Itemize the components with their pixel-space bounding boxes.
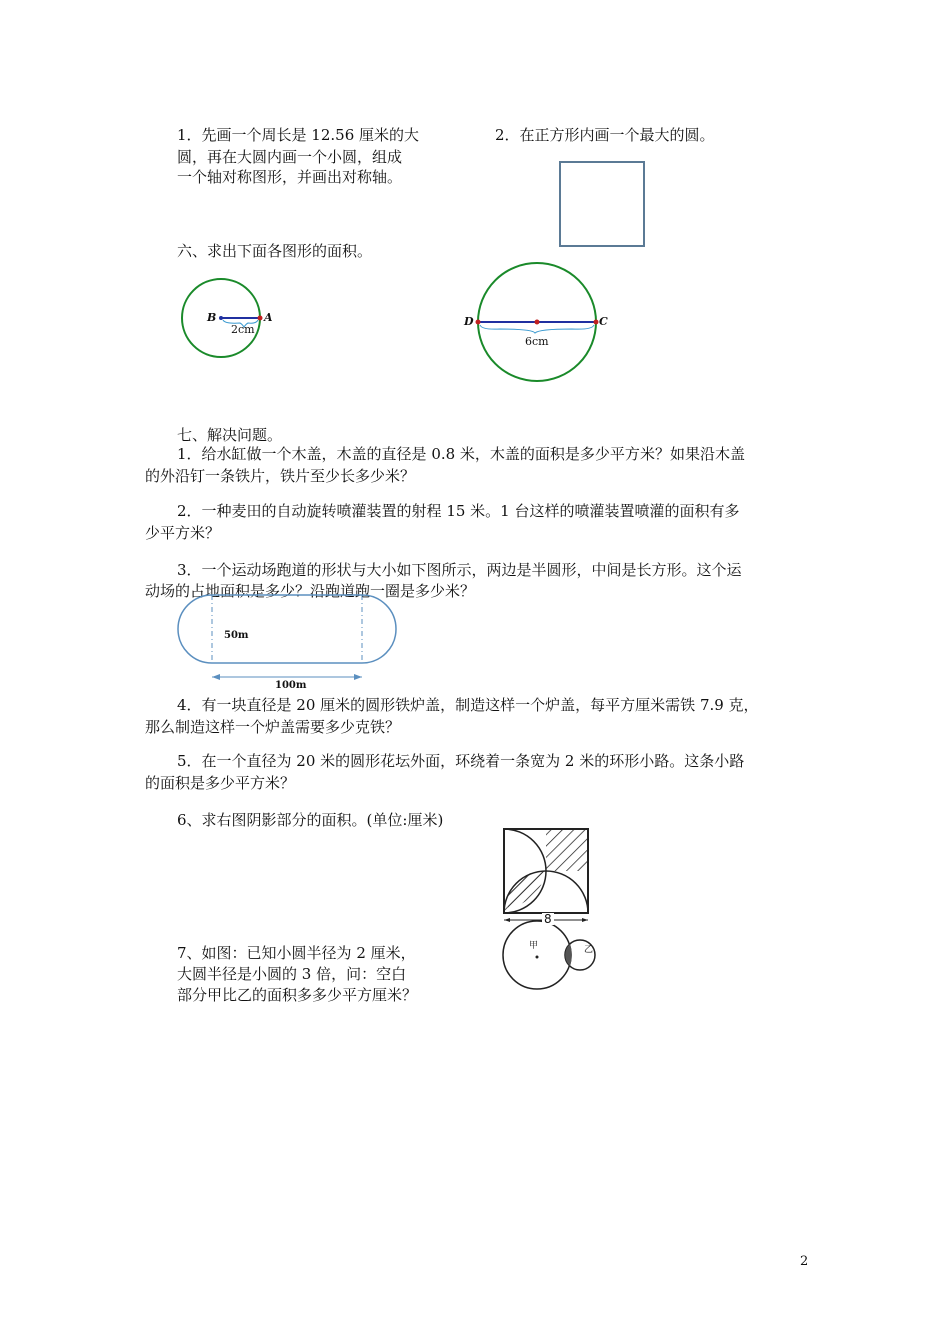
s7-q3-line1: 3．一个运动场跑道的形状与大小如下图所示，两边是半圆形，中间是长方形。这个运 xyxy=(177,561,742,579)
label-jia: 甲 xyxy=(529,941,539,951)
page-number: 2 xyxy=(800,1254,809,1269)
s7-q5-line2: 的面积是多少平方米？ xyxy=(145,774,296,792)
label-point-c: C xyxy=(599,315,608,328)
label-point-d: D xyxy=(464,315,474,328)
label-point-b: B xyxy=(207,311,217,324)
q1-line1: 1．先画一个周长是 12.56 厘米的大 xyxy=(177,126,420,144)
s7-q7-line2: 大圆半径是小圆的 3 倍，问：空白 xyxy=(177,965,407,983)
shaded-square-figure xyxy=(462,829,588,955)
s7-q7-line1: 7、如图：已知小圆半径为 2 厘米， xyxy=(177,944,416,962)
s7-q4-line1: 4．有一块直径是 20 厘米的圆形铁炉盖，制造这样一个炉盖，每平方厘米需铁 7.9 克， xyxy=(177,696,759,714)
center-point xyxy=(535,320,540,325)
arrow-left-head xyxy=(212,674,220,680)
s7-q5-line1: 5．在一个直径为 20 米的圆形花坛外面，环绕着一条宽为 2 米的环形小路。这条小路 xyxy=(177,752,745,770)
overlap-region xyxy=(565,944,572,966)
point-a xyxy=(258,316,263,321)
label-point-a: A xyxy=(264,311,273,324)
q1-line3: 一个轴对称图形，并画出对称轴。 xyxy=(177,168,403,186)
square-figure xyxy=(560,162,644,246)
s7-q2-line1: 2．一种麦田的自动旋转喷灌装置的射程 15 米。1 台这样的喷灌装置喷灌的面积有多 xyxy=(177,502,740,520)
q1-line2: 圆，再在大圆内画一个小圆，组成 xyxy=(177,148,403,166)
s7-q3-line2: 动场的占地面积是多少？沿跑道跑一圈是多少米？ xyxy=(145,582,476,600)
section7-heading: 七、解决问题。 xyxy=(177,426,283,444)
label-yi: 乙 xyxy=(584,945,594,955)
section6-heading: 六、求出下面各图形的面积。 xyxy=(177,242,373,260)
s7-q1-line1: 1．给水缸做一个木盖，木盖的直径是 0.8 米，木盖的面积是多少平方米？如果沿木盖 xyxy=(177,445,745,463)
point-c xyxy=(594,320,599,325)
s7-q1-line2: 的外沿钉一条铁片，铁片至少长多少米？ xyxy=(145,467,416,485)
running-track xyxy=(178,595,396,663)
label-6cm: 6cm xyxy=(525,335,549,348)
q2-text: 2．在正方形内画一个最大的圆。 xyxy=(495,126,715,144)
s7-q6-text: 6、求右图阴影部分的面积。(单位:厘米) xyxy=(177,811,444,829)
label-dimension-8: 8 xyxy=(544,912,552,926)
arrow-right-head xyxy=(354,674,362,680)
label-100m: 100m xyxy=(275,680,307,691)
s7-q7-line3: 部分甲比乙的面积多多少平方厘米？ xyxy=(177,986,418,1004)
label-2cm: 2cm xyxy=(231,323,255,336)
point-d xyxy=(476,320,481,325)
label-50m: 50m xyxy=(224,630,249,641)
center-dot-big xyxy=(536,956,539,959)
diameter-brace xyxy=(480,325,594,333)
s7-q2-line2: 少平方米？ xyxy=(145,524,221,542)
center-point-b xyxy=(219,316,223,320)
big-circle-q7 xyxy=(503,921,571,989)
s7-q4-line2: 那么制造这样一个炉盖需要多少克铁？ xyxy=(145,718,401,736)
